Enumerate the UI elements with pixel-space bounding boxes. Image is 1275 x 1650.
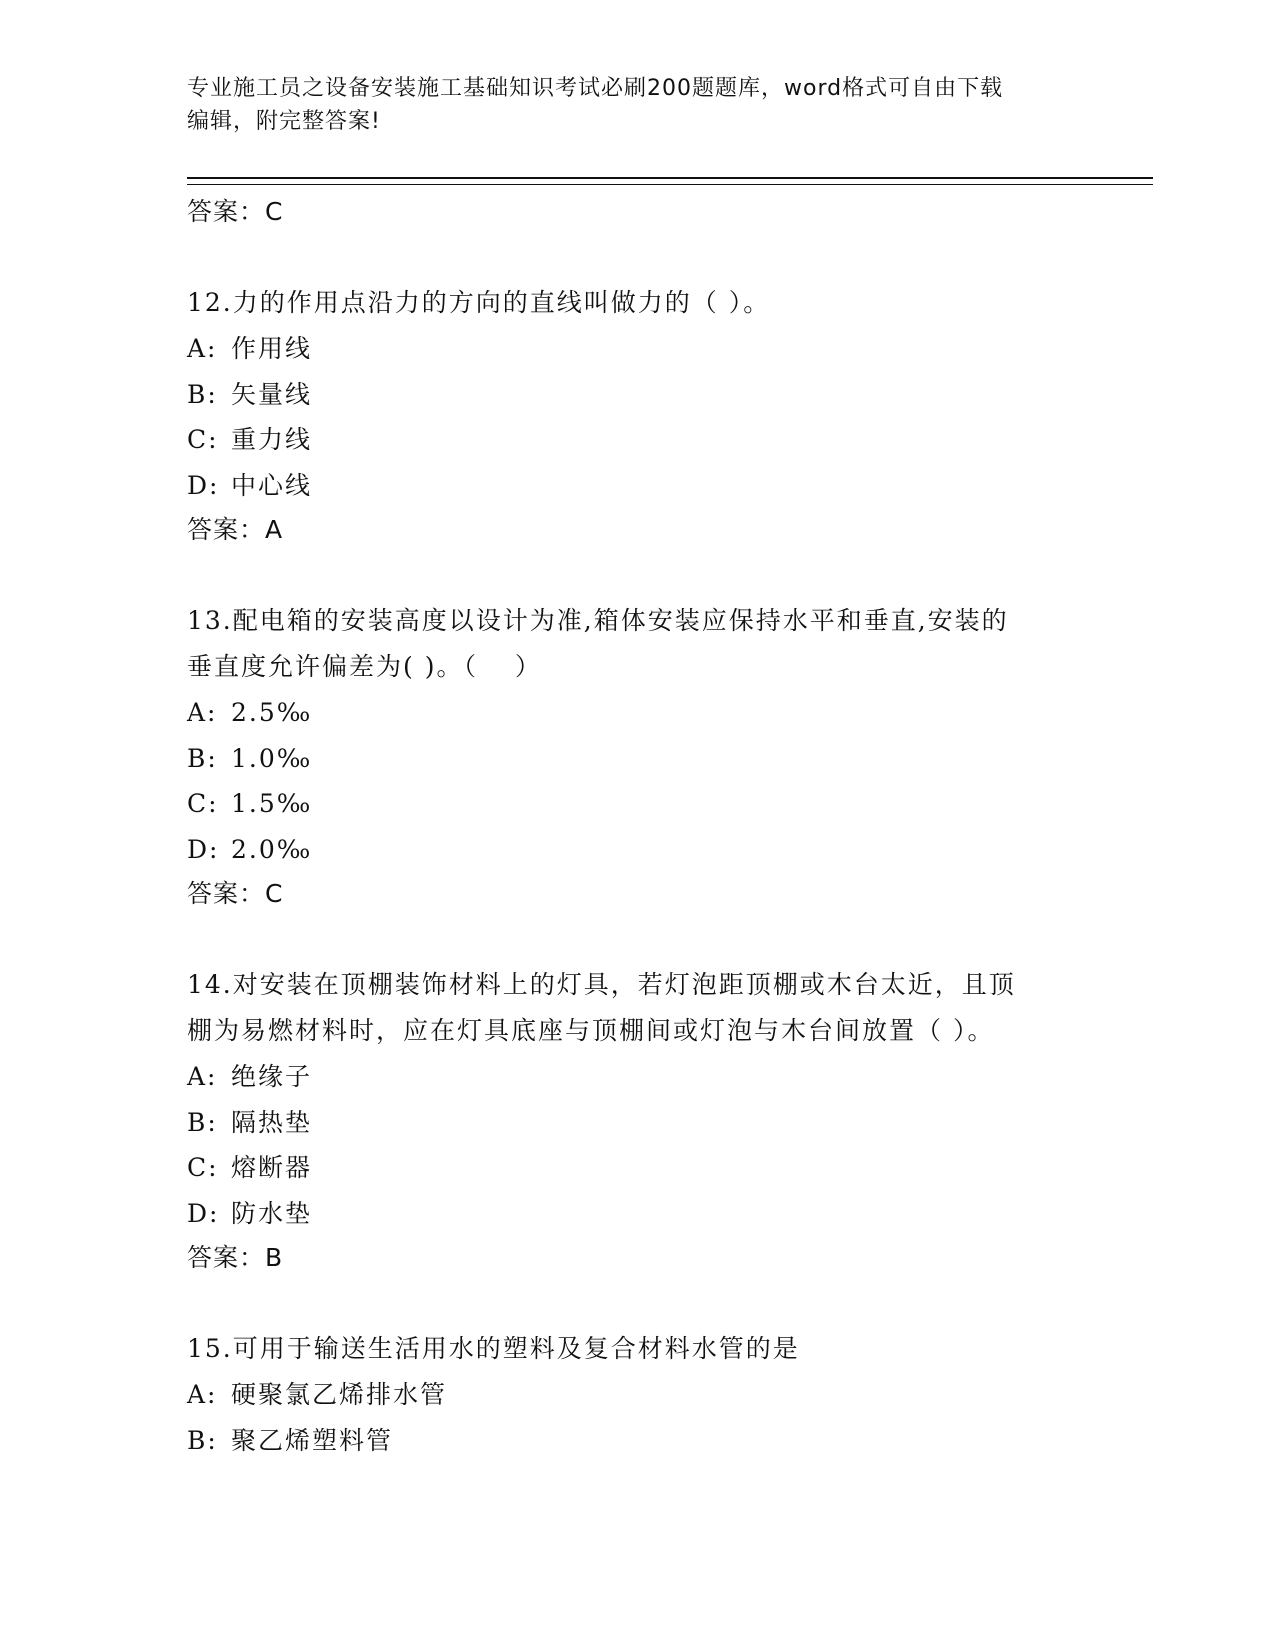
option-d	[187, 827, 1087, 873]
option-c	[187, 417, 1087, 463]
question-text-line-2: 垂直度允许偏差为( )。（ ）	[187, 652, 542, 681]
option-text: 作用线	[231, 334, 313, 363]
option-letter: C:	[187, 789, 219, 818]
spacer	[187, 916, 1087, 962]
answer-line: 答案：C	[187, 879, 284, 908]
option-text: 绝缘子	[231, 1062, 313, 1091]
option-letter: B:	[187, 379, 218, 409]
option-letter: B:	[187, 743, 218, 773]
option-text: 硬聚氯乙烯排水管	[231, 1380, 448, 1409]
option-c	[187, 781, 1087, 827]
question-block	[187, 598, 1087, 916]
option-a	[187, 690, 1087, 736]
option-text: 2.0‰	[231, 834, 313, 864]
option-text: 中心线	[231, 470, 313, 500]
question-text-line-1: 14.对安装在顶棚装饰材料上的灯具，若灯泡距顶棚或木台太近，且顶	[187, 970, 1016, 999]
option-letter: B:	[187, 1425, 218, 1455]
option-text: 1.0‰	[231, 743, 313, 773]
option-b	[187, 372, 1087, 418]
option-d	[187, 463, 1087, 509]
option-d	[187, 1191, 1087, 1237]
option-text: 隔热垫	[231, 1107, 313, 1137]
question-block	[187, 962, 1087, 1280]
header-divider	[187, 177, 1153, 185]
question-block	[187, 1326, 1087, 1463]
option-letter: A:	[187, 698, 218, 727]
question-block	[187, 280, 1087, 552]
header-line-2: 编辑，附完整答案!	[187, 109, 381, 134]
option-b	[187, 1100, 1087, 1146]
option-c	[187, 1145, 1087, 1191]
answer-line: 答案：C	[187, 197, 284, 226]
question-text-line-2: 棚为易燃材料时，应在灯具底座与顶棚间或灯泡与木台间放置（ ）。	[187, 1016, 995, 1045]
question-text-line-1: 13.配电箱的安装高度以设计为准,箱体安装应保持水平和垂直,安装的	[187, 606, 1009, 635]
spacer	[187, 1280, 1087, 1326]
option-letter: C:	[187, 1153, 219, 1182]
option-a	[187, 326, 1087, 372]
question-text: 12.力的作用点沿力的方向的直线叫做力的（ ）。	[187, 288, 771, 317]
header-line-1: 专业施工员之设备安装施工基础知识考试必刷200题题库，word格式可自由下载	[187, 76, 1004, 101]
page-header	[187, 72, 1067, 138]
question-text: 15.可用于输送生活用水的塑料及复合材料水管的是	[187, 1334, 800, 1363]
option-text: 防水垫	[231, 1198, 313, 1228]
option-letter: D:	[187, 470, 220, 500]
option-letter: C:	[187, 425, 219, 454]
option-text: 重力线	[231, 425, 313, 454]
option-b	[187, 1418, 1087, 1464]
spacer	[187, 234, 1087, 280]
option-letter: A:	[187, 334, 218, 363]
spacer	[187, 552, 1087, 598]
document-body	[187, 190, 1087, 1463]
option-text: 1.5‰	[231, 789, 313, 818]
option-letter: D:	[187, 1198, 220, 1228]
answer-line: 答案：A	[187, 515, 284, 544]
option-text: 2.5‰	[231, 698, 313, 727]
option-letter: A:	[187, 1062, 218, 1091]
option-letter: A:	[187, 1380, 218, 1409]
option-text: 熔断器	[231, 1153, 313, 1182]
option-text: 矢量线	[231, 379, 313, 409]
option-text: 聚乙烯塑料管	[231, 1425, 394, 1455]
option-b	[187, 736, 1087, 782]
answer-line: 答案：B	[187, 1243, 284, 1272]
option-letter: D:	[187, 834, 220, 864]
option-a	[187, 1054, 1087, 1100]
option-a	[187, 1372, 1087, 1418]
option-letter: B:	[187, 1107, 218, 1137]
